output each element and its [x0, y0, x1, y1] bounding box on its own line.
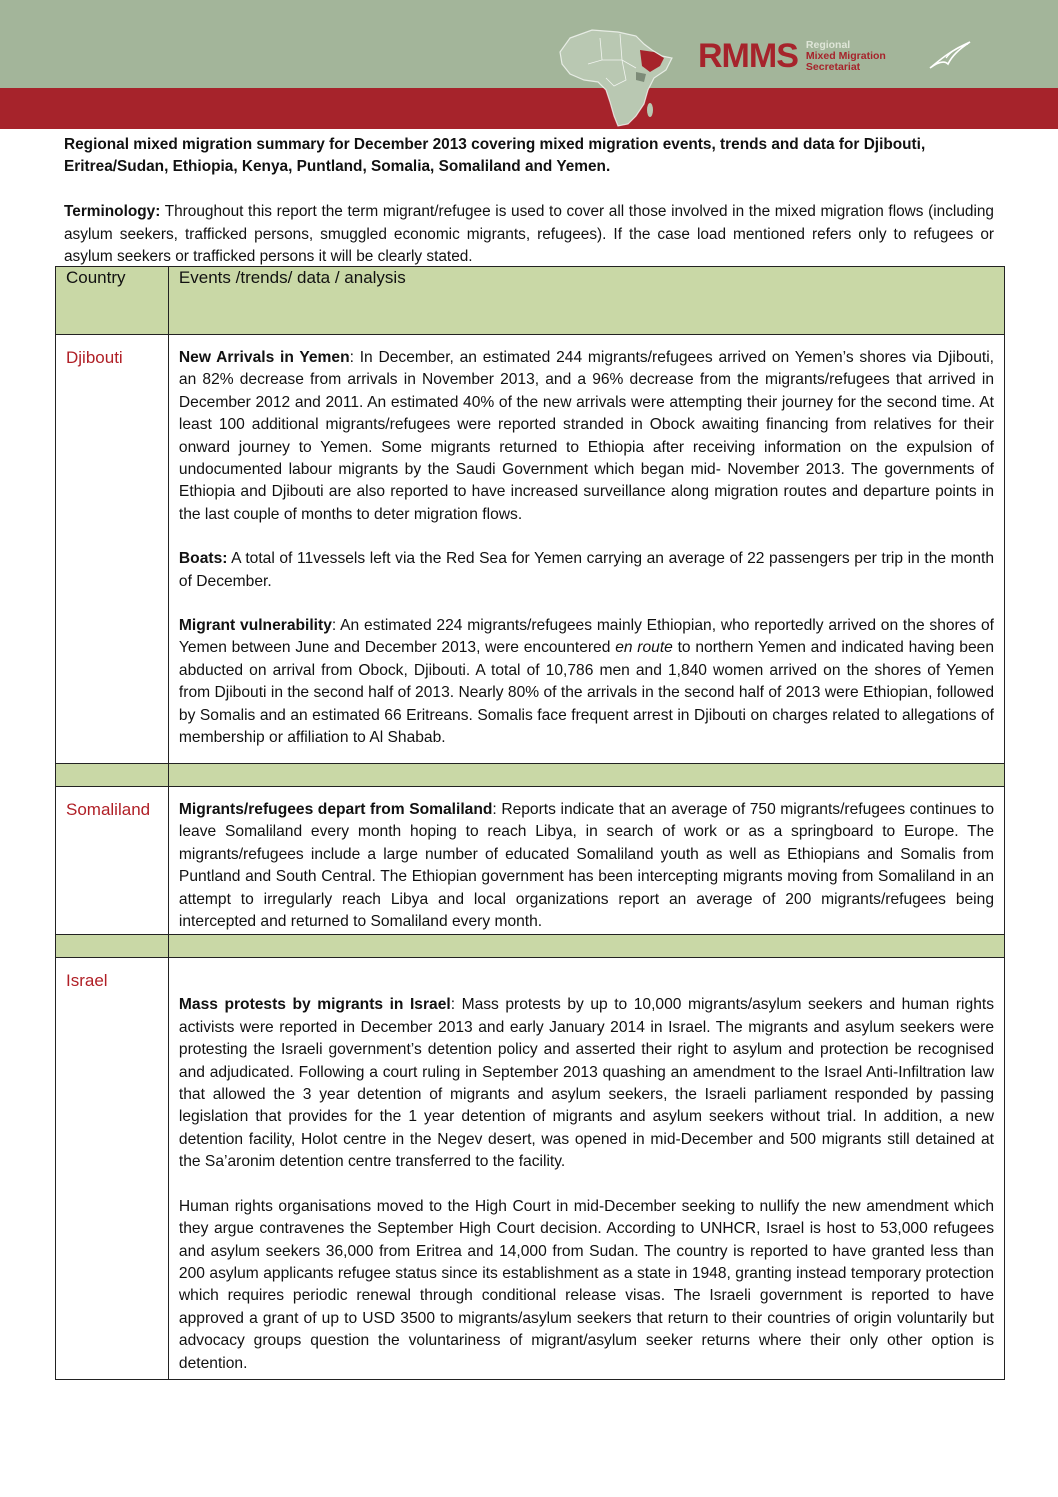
column-header-country: Country [66, 268, 126, 287]
logo-sub-1: Regional [805, 38, 851, 51]
header-band-green [0, 0, 1058, 88]
paragraph: Migrants/refugees depart from Somaliland: Reports indicate that an average of 750 migrants/refugees continues to leave Somaliland every month hoping to reach Libya, in search of work or as a springboard to Europe. The migrants/refugees include a large number of educated Somaliland youth as well as Ethiopians and Somalis from Puntland and South Central. The Ethiopian government has been intercepting migrants moving from Somaliland in an attempt to irregularly reach Libya and local organizations report an average of 200 migrants/refugees being intercepted and returned to Somaliland every month. [178, 801, 994, 931]
logo-sub-3: Secretariat [805, 60, 861, 73]
rmms-logo [698, 36, 886, 76]
africa-map-icon [540, 20, 690, 130]
country-somaliland: Somaliland [66, 800, 151, 819]
paragraph: Mass protests by migrants in Israel: Mass protests by up to 10,000 migrants/asylum seekers and human rights activists were reported in December 2013 and early January 2014 in Israel. The migrants and asylum seekers were protesting the Israeli government’s detention policy and asserted their right to asylum and protection be recognised and adjudicated. Following a court ruling in September 2013 quashing an amendment to the Israel Anti-Infiltration law that allowed the 3 year detention of migrants and asylum seekers, the Israeli parliament responded by passing legislation that provides for the 1 year detention of migrants and asylum seekers without trial. In addition, a new detention facility, Holot centre in the Negev desert, was opened in mid-December and 500 migrants still detained at the Sa’aronim detention centre transferred to the facility. [178, 996, 994, 1171]
header-band-red [0, 88, 1058, 129]
logo-sub-2: Mixed Migration [805, 49, 886, 62]
logo-text: RMMS [698, 36, 798, 75]
separator-row [56, 935, 1005, 958]
table-header-row [56, 267, 1005, 335]
table-row-israel [56, 958, 1005, 1380]
country-israel: Israel [66, 971, 108, 991]
column-header-events: Events /trends/ data / analysis [178, 268, 406, 287]
country-djibouti: Djibouti [66, 348, 123, 367]
paragraph: Boats: A total of 11vessels left via the Red Sea for Yemen carrying an average of 22 passengers per trip in the month of December. [178, 550, 994, 590]
paragraph: Human rights organisations moved to the High Court in mid-December seeking to nullify the new amendment which they argue contravenes the September High Court decision. According to UNHCR, Israel is host to 53,000 refugees and asylum seekers 36,000 from Eritrea and 14,000 from Sudan. The country is reported to have granted less than 200 asylum applicants refugee status since its establishment as a state in 1948, granting instead temporary protection which requires periodic renewal through conditional release visas. The Israeli government is reported to have approved a grant of up to USD 3500 to migrants/asylum seekers that return to their countries of origin voluntarily but advocacy groups question the voluntariness of migrant/asylum seeker returns where their only other option is detention. [178, 1197, 994, 1372]
paragraph: New Arrivals in Yemen: In December, an estimated 244 migrants/refugees arrived on Yemen’s shores via Djibouti, an 82% decrease from arrivals in November 2013, and a 96% decrease from the migrants/refugees that arrived in December 2012 and 2011. An estimated 40% of the new arrivals were attempting their journey for the second time. At least 100 additional migrants/refugees were reported stranded in Obock awaiting financing from relatives for their onward journey to Yemen. Some migrants returned to Ethiopia after receiving information on the expulsion of undocumented labour migrants by the Saudi Government which began mid- November 2013. The governments of Ethiopia and Djibouti are also reported to have increased surveillance along migration routes and departure points in the last couple of months to deter migration flows. [178, 349, 994, 523]
separator-row [56, 764, 1005, 787]
events-table [55, 266, 1005, 1380]
table-row-djibouti [56, 335, 1005, 764]
bird-icon [928, 38, 972, 72]
terminology-note [64, 201, 994, 269]
table-row-somaliland [56, 787, 1005, 935]
terminology-text: Throughout this report the term migrant/refugee is used to cover all those involved in the mixed migration flows (including asylum seekers, trafficked persons, smuggled economic migrants, refugees). If the case load mentioned refers only to refugees or asylum seekers or trafficked persons it will be clearly stated. [64, 203, 994, 265]
paragraph: Migrant vulnerability: An estimated 224 migrants/refugees mainly Ethiopian, who reportedly arrived on the shores of Yemen between June and December 2013, were encountered en route to northern Yemen and indicated having been abducted on arrival from Obock, Djibouti. A total of 10,786 men and 1,840 women arrived on the shores of Yemen from Djibouti in the second half of 2013. Nearly 80% of the arrivals in the second half of 2013 were Ethiopian, followed by Somalis and an estimated 66 Eritreans. Somalis face frequent arrest in Djibouti on charges related to allegations of membership or affiliation to Al Shabab. [178, 617, 995, 747]
terminology-label: Terminology: [64, 203, 161, 220]
report-intro: Regional mixed migration summary for December 2013 covering mixed migration events, trends and data for Djibouti, Eritrea/Sudan, Ethiopia, Kenya, Puntland, Somalia, Somaliland and Yemen. [64, 136, 926, 175]
